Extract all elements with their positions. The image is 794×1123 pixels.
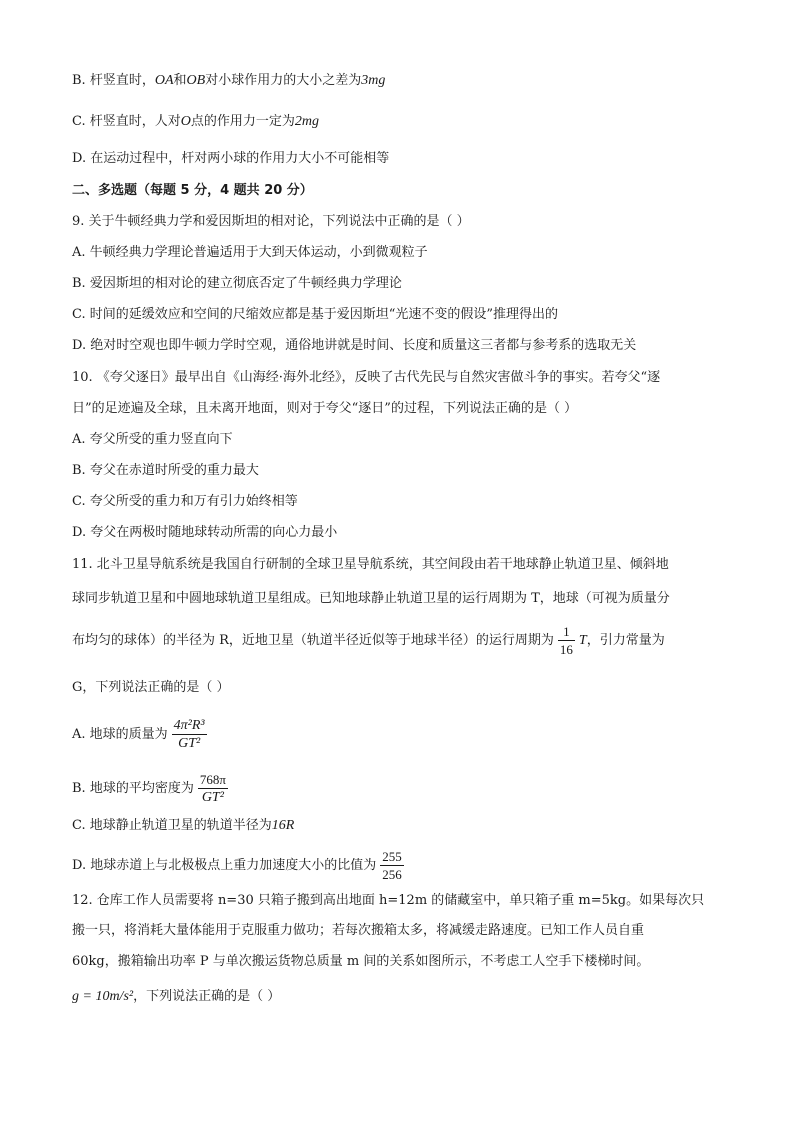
- option-text: A. 地球的质量为: [72, 727, 168, 742]
- option-text: B. 地球的平均密度为: [72, 781, 194, 796]
- q9-option-a: A. 牛顿经典力学理论普遍适用于大到天体运动，小到微观粒子: [72, 245, 428, 260]
- option-text: D. 地球赤道上与北极极点上重力加速度大小的比值为: [72, 858, 377, 873]
- option-text: 对小球作用力的大小之差为: [205, 73, 362, 88]
- fraction-one-sixteenth: [558, 624, 575, 657]
- stem-text: 布均匀的球体）的半径为 R，近地卫星（轨道半径近似等于地球半径）的运行周期为: [72, 633, 554, 648]
- q11-stem-line2: 球同步轨道卫星和中圆地球轨道卫星组成。已知地球静止轨道卫星的运行周期为 T，地球（可视为质量分: [72, 591, 670, 606]
- q10-option-a: A. 夸父所受的重力竖直向下: [72, 432, 233, 447]
- q12-stem-line4: [72, 987, 280, 1007]
- fraction-denominator: GT²: [178, 736, 201, 751]
- option-text: B. 杆竖直时，: [72, 73, 155, 88]
- fraction-numerator: 1: [558, 624, 575, 641]
- math-o: O: [180, 114, 191, 129]
- q11-stem-line1: 11. 北斗卫星导航系统是我国自行研制的全球卫星导航系统，其空间段由若干地球静止轨道卫星、倾斜地: [72, 557, 669, 572]
- math-t: T: [578, 633, 587, 648]
- fraction-denominator: 16: [559, 642, 573, 657]
- math-value: 2mg: [294, 114, 320, 129]
- q12-stem-line3: 60kg，搬箱输出功率 P 与单次搬运货物总质量 m 间的关系如图所示，不考虑工人空手下楼梯时间。: [72, 954, 650, 969]
- q10-option-b: B. 夸父在赤道时所受的重力最大: [72, 463, 259, 478]
- option-text: 和: [173, 73, 187, 88]
- section-heading: 二、多选题（每题 5 分，4 题共 20 分）: [72, 183, 313, 198]
- fraction-earth-mass: [172, 718, 207, 751]
- q9-option-c: C. 时间的延缓效应和空间的尺缩效应都是基于爱因斯坦“光速不变的假设”推理得出的: [72, 307, 559, 322]
- prev-option-b: [72, 71, 385, 91]
- q11-stem-line4: G，下列说法正确的是（ ）: [72, 680, 230, 695]
- fraction-numerator: 768π: [199, 772, 226, 787]
- q11-option-d: [72, 849, 408, 882]
- option-text: C. 杆竖直时，人对: [72, 114, 181, 129]
- math-ob: OB: [186, 73, 206, 88]
- fraction-numerator: 255: [382, 849, 402, 864]
- fraction-ratio: [380, 849, 404, 882]
- prev-option-c: [72, 112, 319, 132]
- option-text: C. 地球静止轨道卫星的轨道半径为: [72, 818, 272, 833]
- prev-option-d: D. 在运动过程中，杆对两小球的作用力大小不可能相等: [72, 151, 390, 166]
- fraction-density: [198, 772, 228, 805]
- fraction-denominator: 256: [382, 867, 402, 882]
- q10-option-c: C. 夸父所受的重力和万有引力始终相等: [72, 494, 298, 509]
- option-text: 点的作用力一定为: [190, 114, 295, 129]
- q12-stem-line2: 搬一只，将消耗大量体能用于克服重力做功；若每次搬箱太多，将减缓走路速度。已知工作人员自重: [72, 923, 645, 938]
- q12-stem-line1: 12. 仓库工作人员需要将 n=30 只箱子搬到高出地面 h=12m 的储藏室中，单只箱子重 m=5kg。如果每次只: [72, 893, 705, 908]
- fraction-denominator: GT²: [201, 790, 224, 805]
- math-gravity: g = 10m/s²: [72, 989, 134, 1004]
- q9-stem: 9. 关于牛顿经典力学和爱因斯坦的相对论，下列说法中正确的是（ ）: [72, 214, 470, 229]
- q10-option-d: D. 夸父在两极时随地球转动所需的向心力最小: [72, 525, 338, 540]
- math-value: 3mg: [361, 73, 386, 88]
- q10-stem-line2: 日”的足迹遍及全球，且未离开地面，则对于夸父“逐日”的过程，下列说法正确的是（ ）: [72, 401, 578, 416]
- math-value: 16R: [271, 818, 295, 833]
- q11-stem-line3: [72, 624, 665, 657]
- stem-text: ，引力常量为: [586, 633, 665, 648]
- math-oa: OA: [154, 73, 174, 88]
- q11-option-b: [72, 772, 232, 805]
- q10-stem-line1: 10. 《夸父逐日》最早出自《山海经·海外北经》，反映了古代先民与自然灾害做斗争的事实。若夸父“逐: [72, 370, 661, 385]
- q11-option-a: [72, 718, 211, 751]
- q11-option-c: [72, 816, 294, 836]
- stem-text: ，下列说法正确的是（ ）: [133, 989, 281, 1004]
- fraction-numerator: 4π²R³: [173, 718, 205, 733]
- q9-option-b: B. 爱因斯坦的相对论的建立彻底否定了牛顿经典力学理论: [72, 276, 402, 291]
- q9-option-d: D. 绝对时空观也即牛顿力学时空观，通俗地讲就是时间、长度和质量这三者都与参考系的选取无关: [72, 338, 637, 353]
